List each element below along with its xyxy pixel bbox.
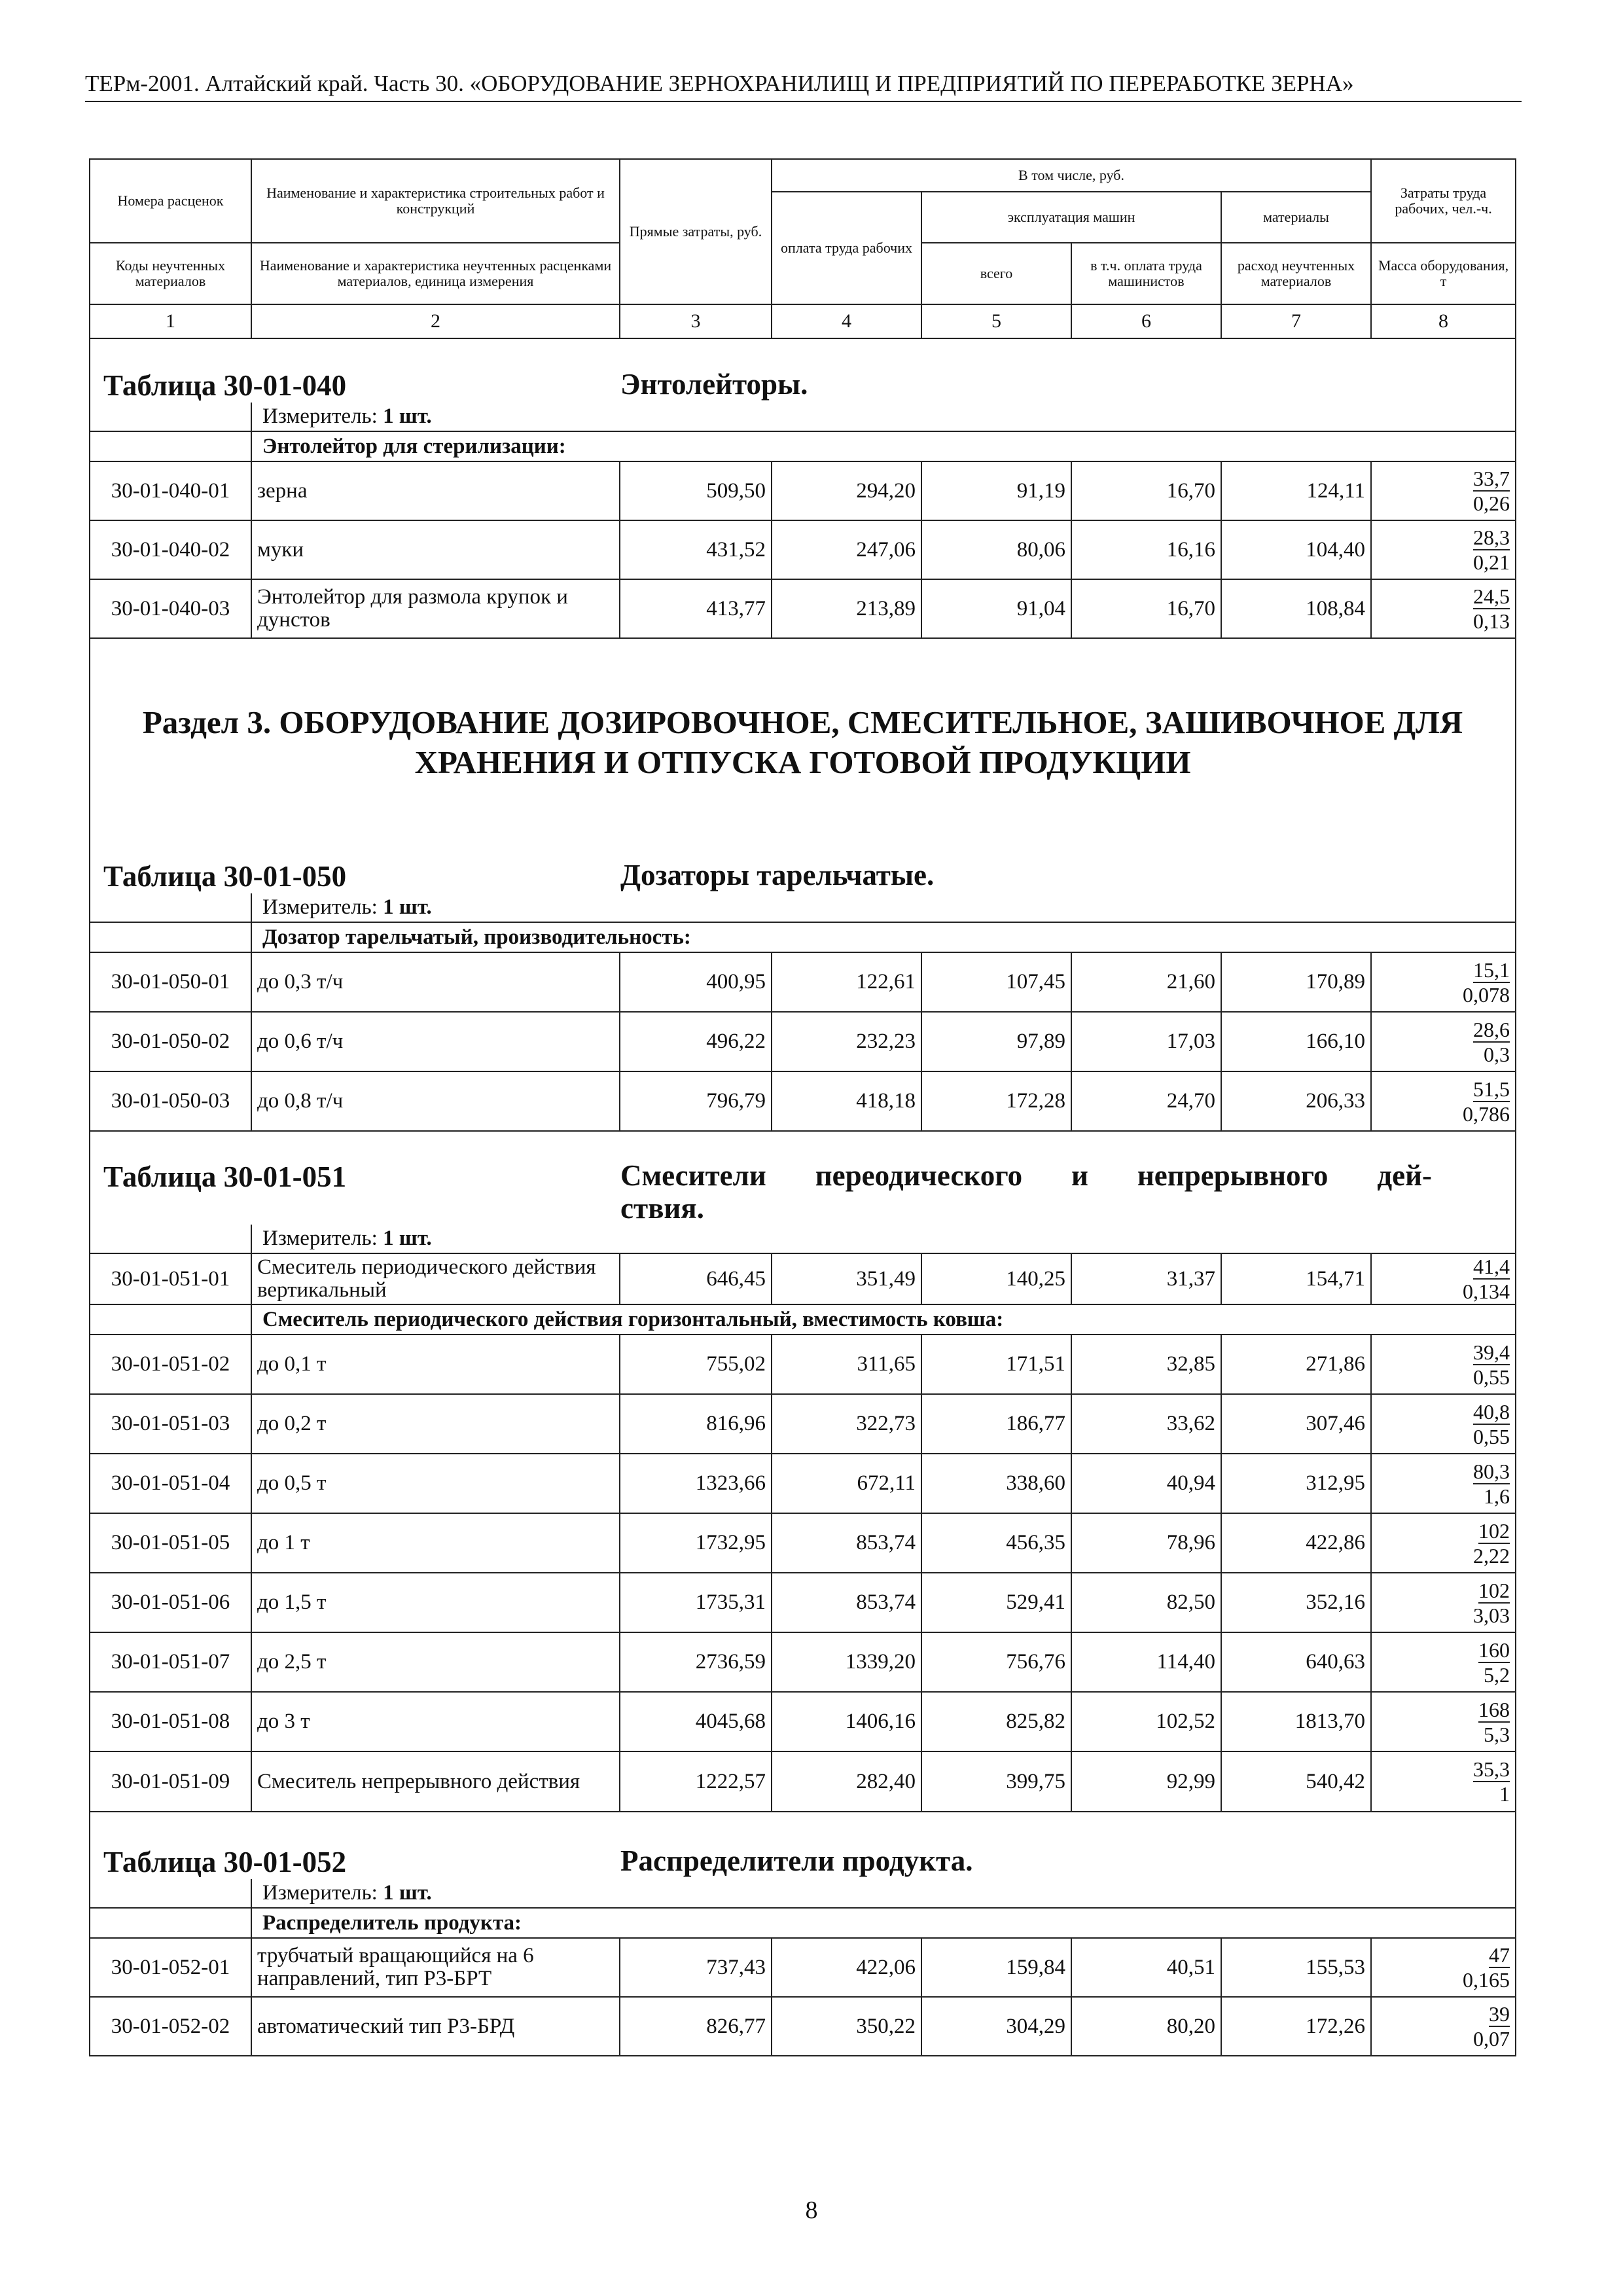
table-row <box>90 520 1516 579</box>
machines-total: 756,76 <box>921 1632 1071 1692</box>
rate-code: 30-01-051-08 <box>90 1692 251 1751</box>
measure-row <box>90 403 1516 431</box>
labor-hours: 160 <box>1478 1638 1510 1662</box>
worker-wages: 247,06 <box>772 520 921 579</box>
equipment-mass: 5,2 <box>1484 1662 1510 1687</box>
blank-cell <box>90 922 251 952</box>
table-name-line: ствия. <box>620 1191 704 1225</box>
materials: 1813,70 <box>1221 1692 1371 1751</box>
worker-wages: 350,22 <box>772 1997 921 2056</box>
measure-row <box>90 893 1516 922</box>
machines-total: 159,84 <box>921 1938 1071 1997</box>
labor-hours: 40,8 <box>1473 1399 1510 1424</box>
measure-spacer <box>378 1881 383 1905</box>
table-row <box>90 579 1516 638</box>
direct-costs: 816,96 <box>620 1394 772 1454</box>
machines-total: 107,45 <box>921 952 1071 1012</box>
labor-mass-fraction <box>1371 520 1516 579</box>
direct-costs: 413,77 <box>620 579 772 638</box>
col-header-operator-wages: в т.ч. оплата труда машинистов <box>1071 243 1221 304</box>
work-name: до 0,2 т <box>251 1394 620 1454</box>
labor-hours: 33,7 <box>1473 467 1510 490</box>
work-name: до 0,5 т <box>251 1454 620 1513</box>
section-heading <box>90 638 1516 808</box>
work-name: трубчатый вращающийся на 6 направлений, тип Р3-БРТ <box>251 1938 620 1997</box>
worker-wages: 282,40 <box>772 1751 921 1812</box>
col-header-materials: материалы <box>1221 192 1371 243</box>
labor-hours: 47 <box>1489 1943 1510 1967</box>
rate-code: 30-01-051-03 <box>90 1394 251 1454</box>
measure-unit <box>251 403 1516 431</box>
rate-code: 30-01-051-07 <box>90 1632 251 1692</box>
labor-mass-fraction <box>1371 1454 1516 1513</box>
labor-mass-fraction <box>1371 1751 1516 1812</box>
measure-value: 1 шт. <box>383 1881 432 1905</box>
operator-wages: 32,85 <box>1071 1335 1221 1394</box>
direct-costs: 431,52 <box>620 520 772 579</box>
operator-wages: 40,51 <box>1071 1938 1221 1997</box>
labor-hours: 51,5 <box>1473 1077 1510 1101</box>
col-number: 3 <box>620 304 772 338</box>
worker-wages: 122,61 <box>772 952 921 1012</box>
table-title-wrap <box>103 368 1510 403</box>
labor-mass-fraction <box>1371 1632 1516 1692</box>
direct-costs: 755,02 <box>620 1335 772 1394</box>
direct-costs: 1222,57 <box>620 1751 772 1812</box>
direct-costs: 1735,31 <box>620 1573 772 1632</box>
direct-costs: 509,50 <box>620 461 772 520</box>
work-name: муки <box>251 520 620 579</box>
measure-value: 1 шт. <box>383 404 432 428</box>
operator-wages: 16,70 <box>1071 461 1221 520</box>
labor-mass-fraction <box>1371 1071 1516 1131</box>
labor-hours: 15,1 <box>1473 958 1510 982</box>
table-title-cell <box>90 338 1516 403</box>
col-header-labor-hours: Затраты труда рабочих, чел.-ч. <box>1371 159 1516 243</box>
worker-wages: 351,49 <box>772 1253 921 1304</box>
table-row <box>90 461 1516 520</box>
direct-costs: 1323,66 <box>620 1454 772 1513</box>
table-title-wrap <box>103 859 1510 893</box>
materials: 170,89 <box>1221 952 1371 1012</box>
worker-wages: 1339,20 <box>772 1632 921 1692</box>
table-row <box>90 1573 1516 1632</box>
col-header-rate-number: Номера расценок <box>90 159 251 243</box>
machines-total: 338,60 <box>921 1454 1071 1513</box>
work-name: зерна <box>251 461 620 520</box>
machines-total: 304,29 <box>921 1997 1071 2056</box>
work-name: до 1 т <box>251 1513 620 1573</box>
materials: 640,63 <box>1221 1632 1371 1692</box>
running-header: ТЕРм-2001. Алтайский край. Часть 30. «ОБОРУДОВАНИЕ ЗЕРНОХРАНИЛИЩ И ПРЕДПРИЯТИЙ ПО ПЕРЕРАБОТКЕ ЗЕРНА» <box>85 71 1522 102</box>
operator-wages: 82,50 <box>1071 1573 1221 1632</box>
operator-wages: 17,03 <box>1071 1012 1221 1071</box>
table-title-cell <box>90 1812 1516 1879</box>
equipment-mass: 0,21 <box>1473 550 1510 574</box>
operator-wages: 24,70 <box>1071 1071 1221 1131</box>
machines-total: 529,41 <box>921 1573 1071 1632</box>
direct-costs: 1732,95 <box>620 1513 772 1573</box>
worker-wages: 672,11 <box>772 1454 921 1513</box>
table-row <box>90 1071 1516 1131</box>
col-header-material-names: Наименование и характеристика неучтенных расценками материалов, единица измерения <box>251 243 620 304</box>
table-name: Дозаторы тарельчатые. <box>620 859 935 891</box>
table-row <box>90 1997 1516 2056</box>
labor-mass-fraction <box>1371 1253 1516 1304</box>
equipment-mass: 5,3 <box>1484 1722 1510 1746</box>
measure-spacer <box>378 1227 383 1250</box>
table-row <box>90 1751 1516 1812</box>
work-name: до 0,6 т/ч <box>251 1012 620 1071</box>
table-title-wrap <box>103 1845 1510 1879</box>
equipment-mass: 0,26 <box>1473 492 1510 515</box>
operator-wages: 21,60 <box>1071 952 1221 1012</box>
labor-mass-fraction <box>1371 1513 1516 1573</box>
col-header-unaccounted-materials: расход неучтенных материалов <box>1221 243 1371 304</box>
materials: 124,11 <box>1221 461 1371 520</box>
equipment-mass: 0,786 <box>1463 1102 1510 1126</box>
direct-costs: 646,45 <box>620 1253 772 1304</box>
materials: 312,95 <box>1221 1454 1371 1513</box>
measure-unit <box>251 893 1516 922</box>
labor-hours: 24,5 <box>1473 584 1510 608</box>
worker-wages: 311,65 <box>772 1335 921 1394</box>
labor-mass-fraction <box>1371 1573 1516 1632</box>
materials: 307,46 <box>1221 1394 1371 1454</box>
measure-unit <box>251 1225 1516 1253</box>
table-title-cell <box>90 808 1516 893</box>
machines-total: 825,82 <box>921 1692 1071 1751</box>
equipment-mass: 0,13 <box>1473 609 1510 633</box>
worker-wages: 418,18 <box>772 1071 921 1131</box>
table-number: Таблица 30-01-040 <box>103 369 347 402</box>
work-name: Смеситель периодического действия вертикальный <box>251 1253 620 1304</box>
table-row <box>90 1012 1516 1071</box>
work-name: до 0,8 т/ч <box>251 1071 620 1131</box>
table-number: Таблица 30-01-052 <box>103 1846 347 1878</box>
machines-total: 140,25 <box>921 1253 1071 1304</box>
direct-costs: 737,43 <box>620 1938 772 1997</box>
equipment-mass: 0,165 <box>1463 1968 1510 1992</box>
table-title-cell <box>90 1131 1516 1225</box>
labor-hours: 102 <box>1478 1518 1510 1543</box>
operator-wages: 33,62 <box>1071 1394 1221 1454</box>
table-row <box>90 1253 1516 1304</box>
table-row <box>90 1513 1516 1573</box>
blank-cell <box>90 1304 251 1335</box>
machines-total: 171,51 <box>921 1335 1071 1394</box>
materials: 155,53 <box>1221 1938 1371 1997</box>
worker-wages: 853,74 <box>772 1513 921 1573</box>
materials: 154,71 <box>1221 1253 1371 1304</box>
subheading-row <box>90 922 1516 952</box>
equipment-mass: 1 <box>1499 1782 1510 1806</box>
rate-code: 30-01-050-03 <box>90 1071 251 1131</box>
machines-total: 399,75 <box>921 1751 1071 1812</box>
work-name: до 1,5 т <box>251 1573 620 1632</box>
rate-code: 30-01-052-01 <box>90 1938 251 1997</box>
rate-code: 30-01-050-01 <box>90 952 251 1012</box>
column-numbers-row <box>90 304 1516 338</box>
table-title-row <box>90 808 1516 893</box>
rates-table <box>89 158 1516 2056</box>
labor-hours: 35,3 <box>1473 1757 1510 1781</box>
measure-row <box>90 1225 1516 1253</box>
rate-code: 30-01-050-02 <box>90 1012 251 1071</box>
labor-hours: 39 <box>1489 2002 1510 2026</box>
labor-mass-fraction <box>1371 1938 1516 1997</box>
labor-mass-fraction <box>1371 952 1516 1012</box>
measure-value: 1 шт. <box>383 1227 432 1250</box>
labor-mass-fraction <box>1371 1997 1516 2056</box>
rate-code: 30-01-052-02 <box>90 1997 251 2056</box>
labor-hours: 41,4 <box>1473 1255 1510 1278</box>
worker-wages: 853,74 <box>772 1573 921 1632</box>
machines-total: 172,28 <box>921 1071 1071 1131</box>
operator-wages: 40,94 <box>1071 1454 1221 1513</box>
rate-code: 30-01-051-06 <box>90 1573 251 1632</box>
labor-mass-fraction <box>1371 1692 1516 1751</box>
page-number: 8 <box>805 2197 818 2224</box>
labor-mass-fraction <box>1371 579 1516 638</box>
operator-wages: 114,40 <box>1071 1632 1221 1692</box>
equipment-mass: 0,55 <box>1473 1365 1510 1389</box>
rate-code: 30-01-051-04 <box>90 1454 251 1513</box>
table-row <box>90 1692 1516 1751</box>
machines-total: 91,04 <box>921 579 1071 638</box>
section-heading-line: Раздел 3. ОБОРУДОВАНИЕ ДОЗИРОВОЧНОЕ, СМЕСИТЕЛЬНОЕ, ЗАШИВОЧНОЕ ДЛЯ <box>142 704 1463 740</box>
col-number: 6 <box>1071 304 1221 338</box>
subheading: Распределитель продукта: <box>251 1908 1516 1938</box>
equipment-mass: 2,22 <box>1473 1543 1510 1568</box>
direct-costs: 400,95 <box>620 952 772 1012</box>
col-number: 2 <box>251 304 620 338</box>
table-row <box>90 1394 1516 1454</box>
blank-cell <box>90 893 251 922</box>
measure-label: Измеритель: <box>262 1227 378 1250</box>
measure-unit <box>251 1879 1516 1908</box>
rate-code: 30-01-040-02 <box>90 520 251 579</box>
col-header-direct-costs: Прямые затраты, руб. <box>620 159 772 304</box>
subheading-row <box>90 431 1516 461</box>
labor-hours: 39,4 <box>1473 1340 1510 1364</box>
labor-mass-fraction <box>1371 1012 1516 1071</box>
measure-spacer <box>378 895 383 919</box>
work-name: до 0,3 т/ч <box>251 952 620 1012</box>
blank-cell <box>90 1908 251 1938</box>
direct-costs: 796,79 <box>620 1071 772 1131</box>
rate-code: 30-01-051-02 <box>90 1335 251 1394</box>
machines-total: 186,77 <box>921 1394 1071 1454</box>
materials: 422,86 <box>1221 1513 1371 1573</box>
table-title-row <box>90 338 1516 403</box>
table-name <box>620 1160 1432 1225</box>
blank-cell <box>90 1225 251 1253</box>
col-header-work-name: Наименование и характеристика строительных работ и конструкций <box>251 159 620 243</box>
equipment-mass: 0,3 <box>1484 1042 1510 1066</box>
section-heading-line: ХРАНЕНИЯ И ОТПУСКА ГОТОВОЙ ПРОДУКЦИИ <box>414 744 1191 780</box>
table-name: Распределители продукта. <box>620 1844 973 1877</box>
subheading: Дозатор тарельчатый, производительность: <box>251 922 1516 952</box>
machines-total: 91,19 <box>921 461 1071 520</box>
table-row <box>90 952 1516 1012</box>
section-heading-row <box>90 638 1516 808</box>
work-name: Энтолейтор для размола крупок и дунстов <box>251 579 620 638</box>
materials: 271,86 <box>1221 1335 1371 1394</box>
blank-cell <box>90 431 251 461</box>
work-name: до 2,5 т <box>251 1632 620 1692</box>
equipment-mass: 1,6 <box>1484 1484 1510 1508</box>
rate-code: 30-01-040-01 <box>90 461 251 520</box>
worker-wages: 294,20 <box>772 461 921 520</box>
direct-costs: 496,22 <box>620 1012 772 1071</box>
equipment-mass: 3,03 <box>1473 1603 1510 1627</box>
operator-wages: 16,16 <box>1071 520 1221 579</box>
rate-code: 30-01-051-09 <box>90 1751 251 1812</box>
machines-total: 80,06 <box>921 520 1071 579</box>
table-title-row <box>90 1131 1516 1225</box>
materials: 540,42 <box>1221 1751 1371 1812</box>
work-name: до 3 т <box>251 1692 620 1751</box>
rate-code: 30-01-040-03 <box>90 579 251 638</box>
worker-wages: 1406,16 <box>772 1692 921 1751</box>
labor-hours: 102 <box>1478 1578 1510 1602</box>
col-header-machines: эксплуатация машин <box>921 192 1221 243</box>
subheading: Энтолейтор для стерилизации: <box>251 431 1516 461</box>
col-number: 8 <box>1371 304 1516 338</box>
direct-costs: 4045,68 <box>620 1692 772 1751</box>
equipment-mass: 0,07 <box>1473 2027 1510 2051</box>
blank-cell <box>90 1879 251 1908</box>
table-row <box>90 1938 1516 1997</box>
operator-wages: 31,37 <box>1071 1253 1221 1304</box>
work-name: до 0,1 т <box>251 1335 620 1394</box>
table-row <box>90 1335 1516 1394</box>
operator-wages: 92,99 <box>1071 1751 1221 1812</box>
col-header-including: В том числе, руб. <box>772 159 1371 192</box>
operator-wages: 102,52 <box>1071 1692 1221 1751</box>
labor-mass-fraction <box>1371 1335 1516 1394</box>
col-number: 4 <box>772 304 921 338</box>
labor-mass-fraction <box>1371 461 1516 520</box>
col-number: 5 <box>921 304 1071 338</box>
direct-costs: 2736,59 <box>620 1632 772 1692</box>
table-name: Энтолейторы. <box>620 368 808 401</box>
equipment-mass: 0,55 <box>1473 1424 1510 1448</box>
rate-code: 30-01-051-05 <box>90 1513 251 1573</box>
equipment-mass: 0,078 <box>1463 982 1510 1007</box>
work-name: автоматический тип Р3-БРД <box>251 1997 620 2056</box>
col-header-worker-wages: оплата труда рабочих <box>772 192 921 304</box>
table-title-wrap <box>103 1160 1510 1225</box>
worker-wages: 422,06 <box>772 1938 921 1997</box>
machines-total: 97,89 <box>921 1012 1071 1071</box>
work-name: Смеситель непрерывного действия <box>251 1751 620 1812</box>
table-number: Таблица 30-01-051 <box>103 1160 347 1193</box>
col-header-material-codes: Коды неучтенных материалов <box>90 243 251 304</box>
table-title-row <box>90 1812 1516 1879</box>
machines-total: 456,35 <box>921 1513 1071 1573</box>
operator-wages: 16,70 <box>1071 579 1221 638</box>
measure-row <box>90 1879 1516 1908</box>
materials: 166,10 <box>1221 1012 1371 1071</box>
materials: 108,84 <box>1221 579 1371 638</box>
rate-code: 30-01-051-01 <box>90 1253 251 1304</box>
measure-spacer <box>378 404 383 428</box>
operator-wages: 78,96 <box>1071 1513 1221 1573</box>
measure-value: 1 шт. <box>383 895 432 919</box>
materials: 352,16 <box>1221 1573 1371 1632</box>
direct-costs: 826,77 <box>620 1997 772 2056</box>
col-header-equipment-mass: Масса оборудования, т <box>1371 243 1516 304</box>
col-header-machines-total: всего <box>921 243 1071 304</box>
subheading-row <box>90 1304 1516 1335</box>
subheading-row <box>90 1908 1516 1938</box>
measure-label: Измеритель: <box>262 895 378 919</box>
materials: 206,33 <box>1221 1071 1371 1131</box>
labor-hours: 28,3 <box>1473 526 1510 549</box>
table-number: Таблица 30-01-050 <box>103 860 347 893</box>
equipment-mass: 0,134 <box>1463 1280 1510 1303</box>
operator-wages: 80,20 <box>1071 1997 1221 2056</box>
measure-label: Измеритель: <box>262 404 378 428</box>
table-name-line: Смесители переодического и непрерывного дей- <box>620 1159 1432 1192</box>
measure-label: Измеритель: <box>262 1881 378 1905</box>
materials: 172,26 <box>1221 1997 1371 2056</box>
subheading: Смеситель периодического действия горизонтальный, вместимость ковша: <box>251 1304 1516 1335</box>
labor-hours: 168 <box>1478 1697 1510 1721</box>
col-number: 1 <box>90 304 251 338</box>
col-number: 7 <box>1221 304 1371 338</box>
worker-wages: 213,89 <box>772 579 921 638</box>
worker-wages: 232,23 <box>772 1012 921 1071</box>
table-row <box>90 1454 1516 1513</box>
table-row <box>90 1632 1516 1692</box>
labor-mass-fraction <box>1371 1394 1516 1454</box>
labor-hours: 80,3 <box>1473 1459 1510 1483</box>
materials: 104,40 <box>1221 520 1371 579</box>
blank-cell <box>90 403 251 431</box>
worker-wages: 322,73 <box>772 1394 921 1454</box>
labor-hours: 28,6 <box>1473 1017 1510 1041</box>
